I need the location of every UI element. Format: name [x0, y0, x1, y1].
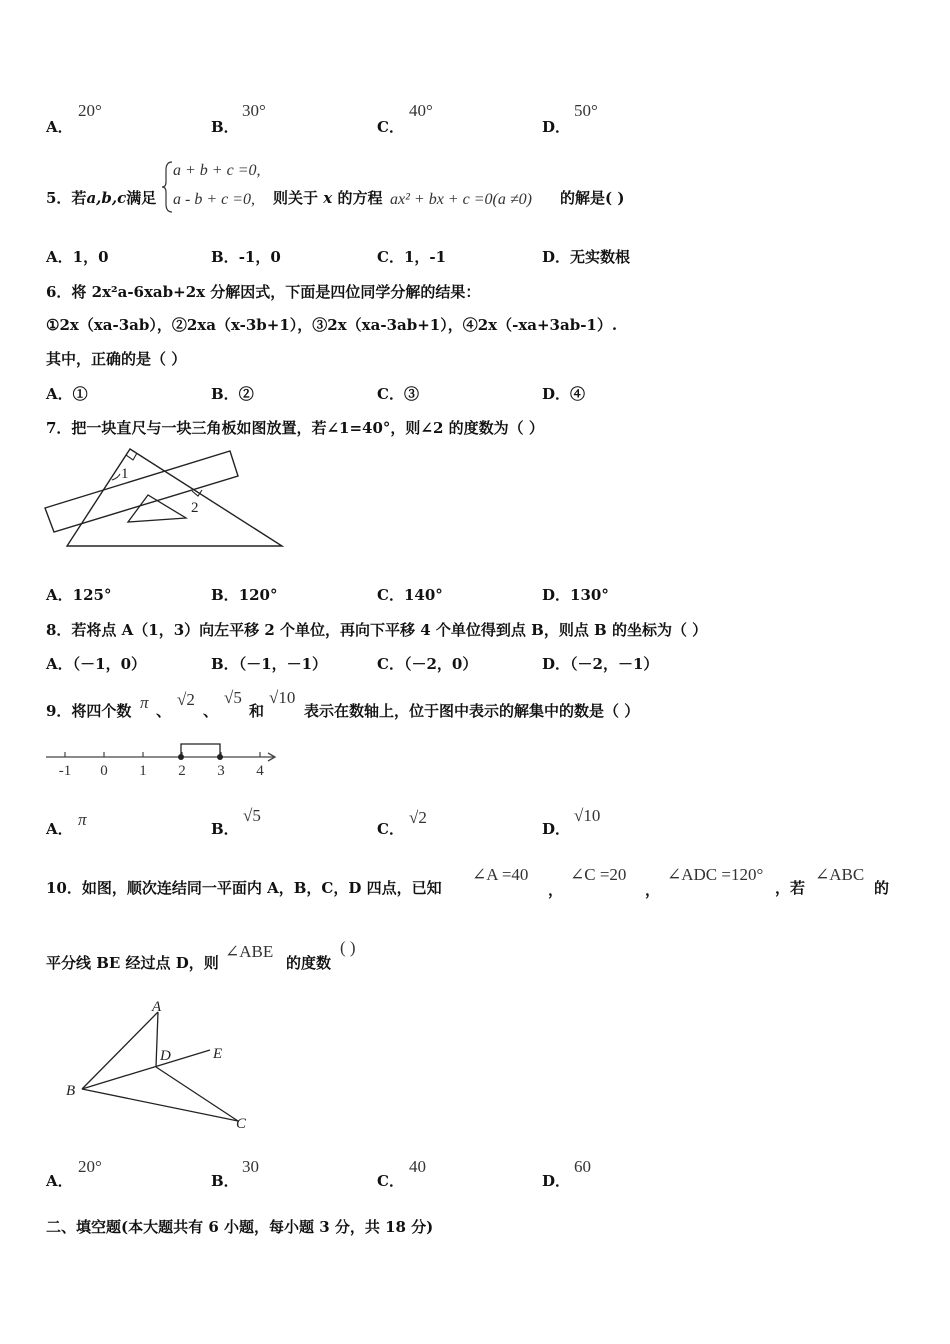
q10-option-b-letter: B．: [211, 1172, 239, 1190]
q5-middle-text: 则关于: [273, 189, 319, 207]
q7-option-b-letter: B．: [211, 586, 239, 604]
q8-option-d: [542, 653, 658, 674]
q8-option-b-letter: B．: [211, 655, 239, 673]
q5-x: x: [323, 189, 333, 207]
q10-label-e: E: [213, 1046, 223, 1062]
q5-option-c: [377, 246, 446, 267]
q4-option-d-letter: D．: [542, 118, 571, 136]
q10-de: 的: [874, 879, 890, 897]
q9-sep-2: 、: [203, 702, 219, 720]
q8-question: 8．若将点 A（1，3）向左平移 2 个单位，再向下平移 4 个单位得到点 B，则点 B 的坐标为（ ）: [46, 621, 708, 639]
q6-option-b-value: ②: [238, 385, 254, 403]
q4-option-a-letter: A．: [46, 118, 73, 136]
q5-option-a: [46, 246, 109, 267]
q8-option-a-value: （－1，0）: [72, 655, 147, 673]
q10-if: ，若: [775, 879, 806, 897]
q7-option-d-value: 130°: [570, 586, 609, 604]
q7-option-a-value: 125°: [72, 586, 112, 604]
q6-option-a: [46, 383, 88, 404]
q5-suffix: 的解是( ): [560, 189, 625, 207]
q5-equation-2: a - b + c =0,: [173, 191, 256, 208]
q9-tick-label: 1: [139, 763, 147, 779]
q10-line2a: 平分线 BE 经过点 D，则: [46, 954, 219, 972]
q10-label-a: A: [152, 999, 162, 1015]
q5-option-b: [211, 246, 281, 267]
q10-figure: [60, 995, 260, 1135]
q6-option-c-value: ③: [403, 385, 419, 403]
q9-root-2: √2: [177, 690, 195, 709]
q5-option-a-letter: A．: [46, 248, 73, 266]
q6-answers: ①2x（xa-3ab），②2xa（x-3b+1），③2x（xa-3ab+1），④2x（-xa+3ab-1）.: [46, 316, 618, 334]
q7-option-b: [211, 584, 278, 605]
q9-solution-bracket: [181, 744, 220, 757]
q7-question: 7．把一块直尺与一块三角板如图放置，若∠1=40°，则∠2 的度数为（ ）: [46, 419, 544, 437]
q10-comma-2: ，: [645, 881, 661, 899]
q7-inner-triangle: [128, 495, 186, 522]
q7-option-d: [542, 584, 609, 605]
q7-option-b-value: 120°: [238, 586, 278, 604]
q10-option-b-value: 30: [242, 1157, 259, 1176]
q5-option-c-letter: C．: [377, 248, 404, 266]
section-2-title: 二、填空题(本大题共有 6 小题，每小题 3 分，共 18 分): [46, 1218, 434, 1236]
q9-option-a-value: π: [78, 810, 87, 829]
q9-pi: π: [140, 693, 149, 712]
q9-tick-label: -1: [58, 763, 72, 779]
q5-option-c-value: 1，-1: [403, 248, 447, 266]
q6-prompt: 其中，正确的是（ ）: [46, 350, 187, 368]
q9-tick-label: 0: [100, 763, 108, 779]
q8-option-d-value: （－2，－1）: [570, 655, 659, 673]
q9-tick-label: 3: [217, 763, 225, 779]
q5-option-d-letter: D．: [542, 248, 571, 266]
q6-option-a-letter: A．: [46, 385, 73, 403]
q9-option-c-letter: C．: [377, 820, 404, 838]
q6-option-c-letter: C．: [377, 385, 404, 403]
q4-option-c-letter: C．: [377, 118, 404, 136]
q7-option-d-letter: D．: [542, 586, 571, 604]
q10-prefix: 10．如图，顺次连结同一平面内 A，B，C，D 四点，已知: [46, 879, 442, 897]
q9-point-3: [217, 754, 223, 760]
q7-ruler: [45, 451, 238, 532]
q7-label-1: 1: [121, 466, 129, 482]
q5-system-brace: [160, 160, 174, 214]
q10-paren: ( ): [340, 938, 356, 957]
q4-option-d-value: 50°: [574, 101, 598, 120]
q7-option-c-value: 140°: [403, 586, 443, 604]
q9-root-10: √10: [269, 688, 296, 707]
q5-equation-1: a + b + c =0,: [173, 162, 261, 179]
q8-option-a-letter: A．: [46, 655, 73, 673]
q5-prefix: 5．若: [46, 189, 87, 207]
q9-option-b-value: √5: [243, 806, 261, 825]
q7-right-angle-mark: [126, 453, 137, 460]
q9-option-a-letter: A．: [46, 820, 73, 838]
q4-option-b-letter: B．: [211, 118, 239, 136]
q4-option-b-value: 30°: [242, 101, 266, 120]
q7-option-a: [46, 584, 111, 605]
q6-option-d-letter: D．: [542, 385, 571, 403]
q10-angle-abe: ∠ABE: [225, 942, 274, 961]
q10-option-a-value: 20°: [78, 1157, 102, 1176]
q9-ticks: [59, 752, 265, 779]
q5-middle: [273, 187, 382, 208]
q6-option-d-value: ④: [570, 385, 586, 403]
q7-figure: [40, 440, 290, 555]
q6-question: 6．将 2x²a-6xab+2x 分解因式，下面是四位同学分解的结果：: [46, 283, 481, 301]
q10-label-c: C: [236, 1116, 247, 1132]
q7-triangle: [67, 449, 282, 546]
q5-option-b-letter: B．: [211, 248, 239, 266]
q10-label-b: B: [66, 1083, 76, 1099]
q7-option-c-letter: C．: [377, 586, 404, 604]
q5-option-d: [542, 246, 630, 267]
q9-sep-1: 、: [156, 702, 172, 720]
q6-option-d: [542, 383, 585, 404]
q9-point-2: [178, 754, 184, 760]
q6-option-b-letter: B．: [211, 385, 239, 403]
q10-angle-adc: ∠ADC =120°: [667, 865, 764, 884]
q9-option-d-letter: D．: [542, 820, 571, 838]
q10-option-a-letter: A．: [46, 1172, 73, 1190]
q8-option-d-letter: D．: [542, 655, 571, 673]
q5-option-b-value: -1，0: [238, 248, 281, 266]
q5-equation: ax² + bx + c =0(a ≠0): [390, 191, 532, 208]
q8-option-c: [377, 653, 477, 674]
q8-option-a: [46, 653, 146, 674]
q10-angle-c: ∠C =20: [570, 865, 627, 884]
q6-option-c: [377, 383, 419, 404]
q10-option-c-value: 40: [409, 1157, 426, 1176]
q9-prefix: 9．将四个数: [46, 702, 132, 720]
q10-label-d: D: [160, 1048, 171, 1064]
q10-option-c-letter: C．: [377, 1172, 404, 1190]
q8-option-c-value: （－2，0）: [403, 655, 478, 673]
q7-option-a-letter: A．: [46, 586, 73, 604]
q7-angle-2-mark: [192, 490, 202, 496]
q5-vars: a,b,c: [86, 189, 127, 207]
q5-option-d-value: 无实数根: [570, 248, 631, 266]
q6-option-b: [211, 383, 254, 404]
q10-angle-abc: ∠ABC: [815, 865, 865, 884]
q10-segment-da: [156, 1012, 158, 1067]
q8-option-b: [211, 653, 327, 674]
q5-middle2: 的方程: [337, 189, 383, 207]
q8-option-b-value: （－1，－1）: [238, 655, 328, 673]
q8-option-c-letter: C．: [377, 655, 404, 673]
q10-line2b: 的度数: [286, 954, 332, 972]
q10-comma-1: ，: [548, 881, 564, 899]
q9-and: 和: [249, 702, 265, 720]
q9-suffix: 表示在数轴上，位于图中表示的解集中的数是（ ）: [304, 702, 640, 720]
q7-option-c: [377, 584, 443, 605]
q10-option-d-value: 60: [574, 1157, 591, 1176]
q4-option-a-value: 20°: [78, 101, 102, 120]
q9-tick-label: 2: [178, 763, 186, 779]
q5-satisfy: 满足: [126, 189, 157, 207]
q9-option-d-value: √10: [574, 806, 601, 825]
q9-tick-label: 4: [256, 763, 264, 779]
q9-number-line: [40, 738, 285, 780]
q9-root-5: √5: [224, 688, 242, 707]
q5-question: [46, 187, 156, 208]
q4-option-c-value: 40°: [409, 101, 433, 120]
q7-label-2: 2: [191, 500, 199, 516]
q10-angle-a: ∠A =40: [472, 865, 529, 884]
q9-option-c-value: √2: [409, 808, 427, 827]
q6-option-a-value: ①: [72, 385, 88, 403]
q5-option-a-value: 1，0: [72, 248, 109, 266]
q10-option-d-letter: D．: [542, 1172, 571, 1190]
q9-option-b-letter: B．: [211, 820, 239, 838]
